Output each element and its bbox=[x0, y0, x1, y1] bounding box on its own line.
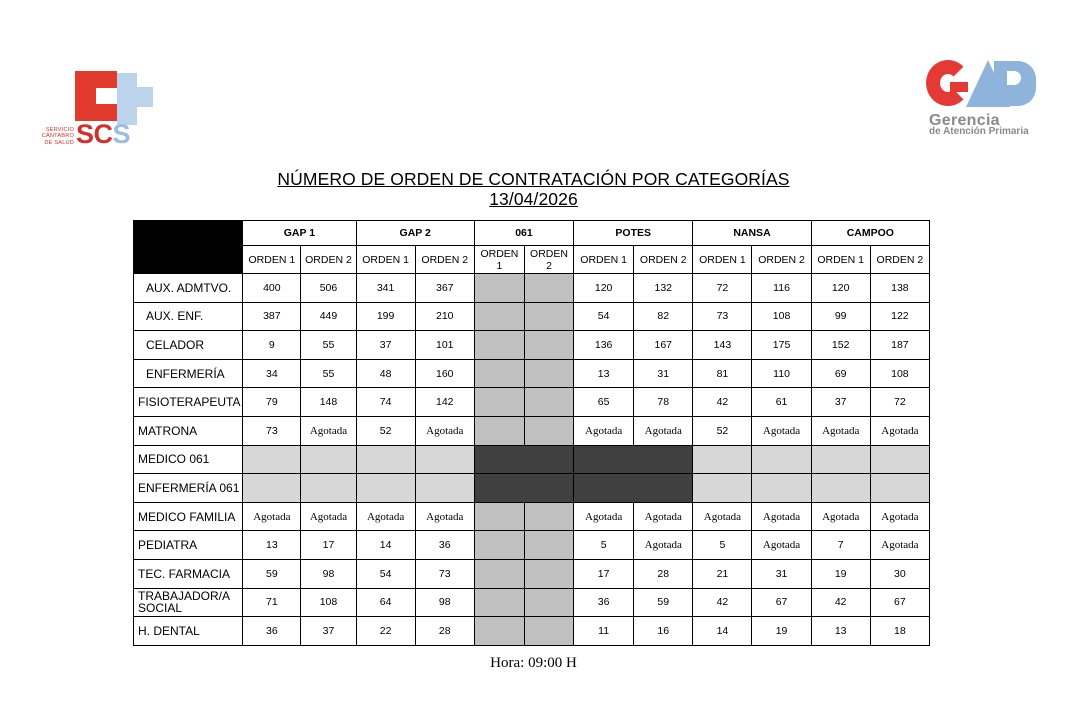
category-label: ENFERMERÍA 061 bbox=[134, 474, 243, 503]
table-cell: 17 bbox=[301, 531, 356, 560]
table-cell: Agotada bbox=[356, 502, 415, 531]
blocked-cell bbox=[574, 445, 693, 474]
subheader: ORDEN 2 bbox=[634, 246, 693, 274]
table-cell: 449 bbox=[301, 302, 356, 331]
table-cell: 73 bbox=[415, 559, 474, 588]
table-cell: 11 bbox=[574, 617, 634, 646]
table-row bbox=[134, 617, 930, 646]
gap-logo-line2: de Atención Primaria bbox=[929, 126, 1029, 137]
table-cell bbox=[524, 531, 573, 560]
table-cell: 167 bbox=[634, 331, 693, 360]
table-cell: 136 bbox=[574, 331, 634, 360]
category-label: CELADOR bbox=[134, 331, 243, 360]
table-cell bbox=[474, 388, 524, 417]
table-cell: 187 bbox=[870, 331, 929, 360]
table-cell: 99 bbox=[811, 302, 870, 331]
table-cell: 22 bbox=[356, 617, 415, 646]
table-cell: 17 bbox=[574, 559, 634, 588]
table-cell bbox=[415, 474, 474, 503]
group-header: NANSA bbox=[693, 221, 811, 246]
table-cell: 152 bbox=[811, 331, 870, 360]
table-cell bbox=[415, 445, 474, 474]
table-cell: 13 bbox=[811, 617, 870, 646]
table-cell: 13 bbox=[574, 359, 634, 388]
gap-logo-p-hole bbox=[1007, 71, 1021, 85]
category-label: AUX. ENF. bbox=[134, 302, 243, 331]
table-cell: 36 bbox=[243, 617, 301, 646]
table-cell: Agotada bbox=[752, 502, 811, 531]
table-cell bbox=[870, 474, 929, 503]
table-cell: Agotada bbox=[693, 502, 752, 531]
table-cell: Agotada bbox=[870, 502, 929, 531]
table-cell: 18 bbox=[870, 617, 929, 646]
group-header-row bbox=[134, 221, 930, 246]
table-cell bbox=[474, 416, 524, 445]
table-row bbox=[134, 416, 930, 445]
group-header: CAMPOO bbox=[811, 221, 929, 246]
table-cell: 36 bbox=[574, 588, 634, 617]
table-cell: 341 bbox=[356, 274, 415, 303]
table-cell: 132 bbox=[634, 274, 693, 303]
table-cell: 116 bbox=[752, 274, 811, 303]
table-cell bbox=[474, 588, 524, 617]
table-row bbox=[134, 331, 930, 360]
table-cell: 122 bbox=[870, 302, 929, 331]
table-cell: 81 bbox=[693, 359, 752, 388]
table-row bbox=[134, 502, 930, 531]
category-label: MEDICO FAMILIA bbox=[134, 502, 243, 531]
table-cell: Agotada bbox=[811, 416, 870, 445]
table-cell bbox=[301, 445, 356, 474]
table-cell: 28 bbox=[415, 617, 474, 646]
table-cell: 37 bbox=[356, 331, 415, 360]
category-label: AUX. ADMTVO. bbox=[134, 274, 243, 303]
subheader: ORDEN 1 bbox=[243, 246, 301, 274]
table-cell: 54 bbox=[356, 559, 415, 588]
table-cell bbox=[301, 474, 356, 503]
table-cell: 30 bbox=[870, 559, 929, 588]
subheader: ORDEN 2 bbox=[415, 246, 474, 274]
table-cell: 31 bbox=[752, 559, 811, 588]
table-cell: 101 bbox=[415, 331, 474, 360]
table-cell: 55 bbox=[301, 331, 356, 360]
scs-white-notch bbox=[96, 88, 117, 104]
table-row bbox=[134, 359, 930, 388]
table-cell: 61 bbox=[752, 388, 811, 417]
table-cell bbox=[524, 359, 573, 388]
table-cell: 21 bbox=[693, 559, 752, 588]
subheader: ORDEN 1 bbox=[474, 246, 524, 274]
subheader: ORDEN 2 bbox=[301, 246, 356, 274]
table-cell: 199 bbox=[356, 302, 415, 331]
subheader: ORDEN 1 bbox=[693, 246, 752, 274]
table-cell: 13 bbox=[243, 531, 301, 560]
table-cell: Agotada bbox=[870, 416, 929, 445]
group-header: GAP 2 bbox=[356, 221, 474, 246]
table-cell: 387 bbox=[243, 302, 301, 331]
table-cell: 65 bbox=[574, 388, 634, 417]
table-cell: 19 bbox=[811, 559, 870, 588]
table-cell: 52 bbox=[356, 416, 415, 445]
table-cell: 52 bbox=[693, 416, 752, 445]
table-cell: 59 bbox=[634, 588, 693, 617]
table-cell bbox=[693, 474, 752, 503]
subheader: ORDEN 1 bbox=[356, 246, 415, 274]
table-cell: 69 bbox=[811, 359, 870, 388]
table-cell: 210 bbox=[415, 302, 474, 331]
table-cell: Agotada bbox=[574, 416, 634, 445]
group-header: 061 bbox=[474, 221, 573, 246]
table-cell: 34 bbox=[243, 359, 301, 388]
table-cell: 98 bbox=[301, 559, 356, 588]
category-label: ENFERMERÍA bbox=[134, 359, 243, 388]
header-corner bbox=[134, 221, 243, 274]
table-cell: 5 bbox=[693, 531, 752, 560]
table-cell: Agotada bbox=[574, 502, 634, 531]
table-cell: Agotada bbox=[634, 531, 693, 560]
table-cell bbox=[474, 617, 524, 646]
table-cell: Agotada bbox=[415, 502, 474, 531]
blocked-cell bbox=[574, 474, 693, 503]
table-row bbox=[134, 474, 930, 503]
table-cell bbox=[811, 474, 870, 503]
table-cell: 28 bbox=[634, 559, 693, 588]
table-cell: Agotada bbox=[243, 502, 301, 531]
category-label: TRABAJADOR/A SOCIAL bbox=[134, 588, 243, 617]
table-cell: 42 bbox=[811, 588, 870, 617]
gap-logo-g-bar bbox=[950, 82, 968, 92]
group-header: GAP 1 bbox=[243, 221, 356, 246]
table-cell: Agotada bbox=[634, 502, 693, 531]
blocked-cell bbox=[474, 474, 573, 503]
table-cell: 120 bbox=[811, 274, 870, 303]
category-label: FISIOTERAPEUTA bbox=[134, 388, 243, 417]
page-date: 13/04/2026 bbox=[489, 189, 578, 209]
table-cell: 9 bbox=[243, 331, 301, 360]
table-cell: 175 bbox=[752, 331, 811, 360]
table-cell bbox=[524, 331, 573, 360]
table-cell bbox=[524, 502, 573, 531]
table-cell: 110 bbox=[752, 359, 811, 388]
table-cell: 82 bbox=[634, 302, 693, 331]
group-header: POTES bbox=[574, 221, 693, 246]
table-row bbox=[134, 588, 930, 617]
table-cell: Agotada bbox=[301, 416, 356, 445]
table-cell bbox=[524, 588, 573, 617]
table-cell: 19 bbox=[752, 617, 811, 646]
category-label: TEC. FARMACIA bbox=[134, 559, 243, 588]
category-label: MATRONA bbox=[134, 416, 243, 445]
table-cell bbox=[474, 331, 524, 360]
table-cell: 42 bbox=[693, 588, 752, 617]
table-cell bbox=[524, 559, 573, 588]
table-cell bbox=[811, 445, 870, 474]
scs-small-text: SERVICIO CÁNTABRO DE SALUD bbox=[41, 127, 74, 146]
table-cell: 7 bbox=[811, 531, 870, 560]
table-cell: 400 bbox=[243, 274, 301, 303]
table-cell bbox=[524, 388, 573, 417]
table-cell: 74 bbox=[356, 388, 415, 417]
table-cell bbox=[752, 474, 811, 503]
table-cell: Agotada bbox=[415, 416, 474, 445]
subheader: ORDEN 2 bbox=[752, 246, 811, 274]
table-cell bbox=[474, 531, 524, 560]
table-cell bbox=[243, 445, 301, 474]
orders-table bbox=[133, 220, 930, 646]
table-cell bbox=[524, 617, 573, 646]
table-cell: 108 bbox=[870, 359, 929, 388]
table-cell: 143 bbox=[693, 331, 752, 360]
table-cell bbox=[693, 445, 752, 474]
table-cell bbox=[356, 474, 415, 503]
table-cell: 67 bbox=[870, 588, 929, 617]
table-cell bbox=[474, 302, 524, 331]
table-cell bbox=[474, 359, 524, 388]
subheader: ORDEN 1 bbox=[811, 246, 870, 274]
table-cell bbox=[752, 445, 811, 474]
table-cell bbox=[474, 502, 524, 531]
table-cell bbox=[870, 445, 929, 474]
table-cell bbox=[524, 416, 573, 445]
blocked-cell bbox=[474, 445, 573, 474]
page-title: NÚMERO DE ORDEN DE CONTRATACIÓN POR CATEGORÍAS bbox=[277, 169, 790, 189]
category-label: H. DENTAL bbox=[134, 617, 243, 646]
table-cell: 71 bbox=[243, 588, 301, 617]
footer-time: Hora: 09:00 H bbox=[490, 655, 577, 671]
table-cell: 98 bbox=[415, 588, 474, 617]
table-cell: 48 bbox=[356, 359, 415, 388]
table-cell: 138 bbox=[870, 274, 929, 303]
table-cell: 142 bbox=[415, 388, 474, 417]
table-row bbox=[134, 559, 930, 588]
table-cell: 120 bbox=[574, 274, 634, 303]
table-cell: 67 bbox=[752, 588, 811, 617]
table-cell: 14 bbox=[693, 617, 752, 646]
table-cell: Agotada bbox=[634, 416, 693, 445]
table-cell: 36 bbox=[415, 531, 474, 560]
table-row bbox=[134, 302, 930, 331]
table-row bbox=[134, 274, 930, 303]
table-cell: 506 bbox=[301, 274, 356, 303]
table-cell: 37 bbox=[811, 388, 870, 417]
table-cell bbox=[356, 445, 415, 474]
subheader: ORDEN 2 bbox=[870, 246, 929, 274]
table-cell: Agotada bbox=[752, 416, 811, 445]
table-cell: 31 bbox=[634, 359, 693, 388]
table-row bbox=[134, 445, 930, 474]
table-cell bbox=[524, 274, 573, 303]
category-label: MEDICO 061 bbox=[134, 445, 243, 474]
table-cell: 5 bbox=[574, 531, 634, 560]
table-cell: Agotada bbox=[752, 531, 811, 560]
table-cell: 64 bbox=[356, 588, 415, 617]
table-cell: 148 bbox=[301, 388, 356, 417]
table-cell: 73 bbox=[243, 416, 301, 445]
table-cell: Agotada bbox=[870, 531, 929, 560]
scs-letters: SCS bbox=[76, 119, 131, 149]
table-cell: Agotada bbox=[301, 502, 356, 531]
table-cell: 108 bbox=[752, 302, 811, 331]
table-cell: 55 bbox=[301, 359, 356, 388]
table-cell bbox=[474, 559, 524, 588]
table-cell: 37 bbox=[301, 617, 356, 646]
subheader-row bbox=[134, 246, 930, 274]
table-cell: 54 bbox=[574, 302, 634, 331]
table-cell: 14 bbox=[356, 531, 415, 560]
table-row bbox=[134, 388, 930, 417]
table-body bbox=[134, 274, 930, 646]
table-cell: 72 bbox=[870, 388, 929, 417]
table-cell bbox=[243, 474, 301, 503]
category-label: PEDIATRA bbox=[134, 531, 243, 560]
table-cell bbox=[474, 274, 524, 303]
table-cell: Agotada bbox=[811, 502, 870, 531]
table-cell: 160 bbox=[415, 359, 474, 388]
subheader: ORDEN 2 bbox=[524, 246, 573, 274]
table-cell: 73 bbox=[693, 302, 752, 331]
table-cell bbox=[524, 302, 573, 331]
table-cell: 72 bbox=[693, 274, 752, 303]
table-cell: 78 bbox=[634, 388, 693, 417]
table-cell: 42 bbox=[693, 388, 752, 417]
table-cell: 367 bbox=[415, 274, 474, 303]
subheader: ORDEN 1 bbox=[574, 246, 634, 274]
table-cell: 79 bbox=[243, 388, 301, 417]
table-cell: 16 bbox=[634, 617, 693, 646]
table-cell: 59 bbox=[243, 559, 301, 588]
table-row bbox=[134, 531, 930, 560]
gap-logo-line1: Gerencia bbox=[929, 112, 1000, 129]
table-cell: 108 bbox=[301, 588, 356, 617]
